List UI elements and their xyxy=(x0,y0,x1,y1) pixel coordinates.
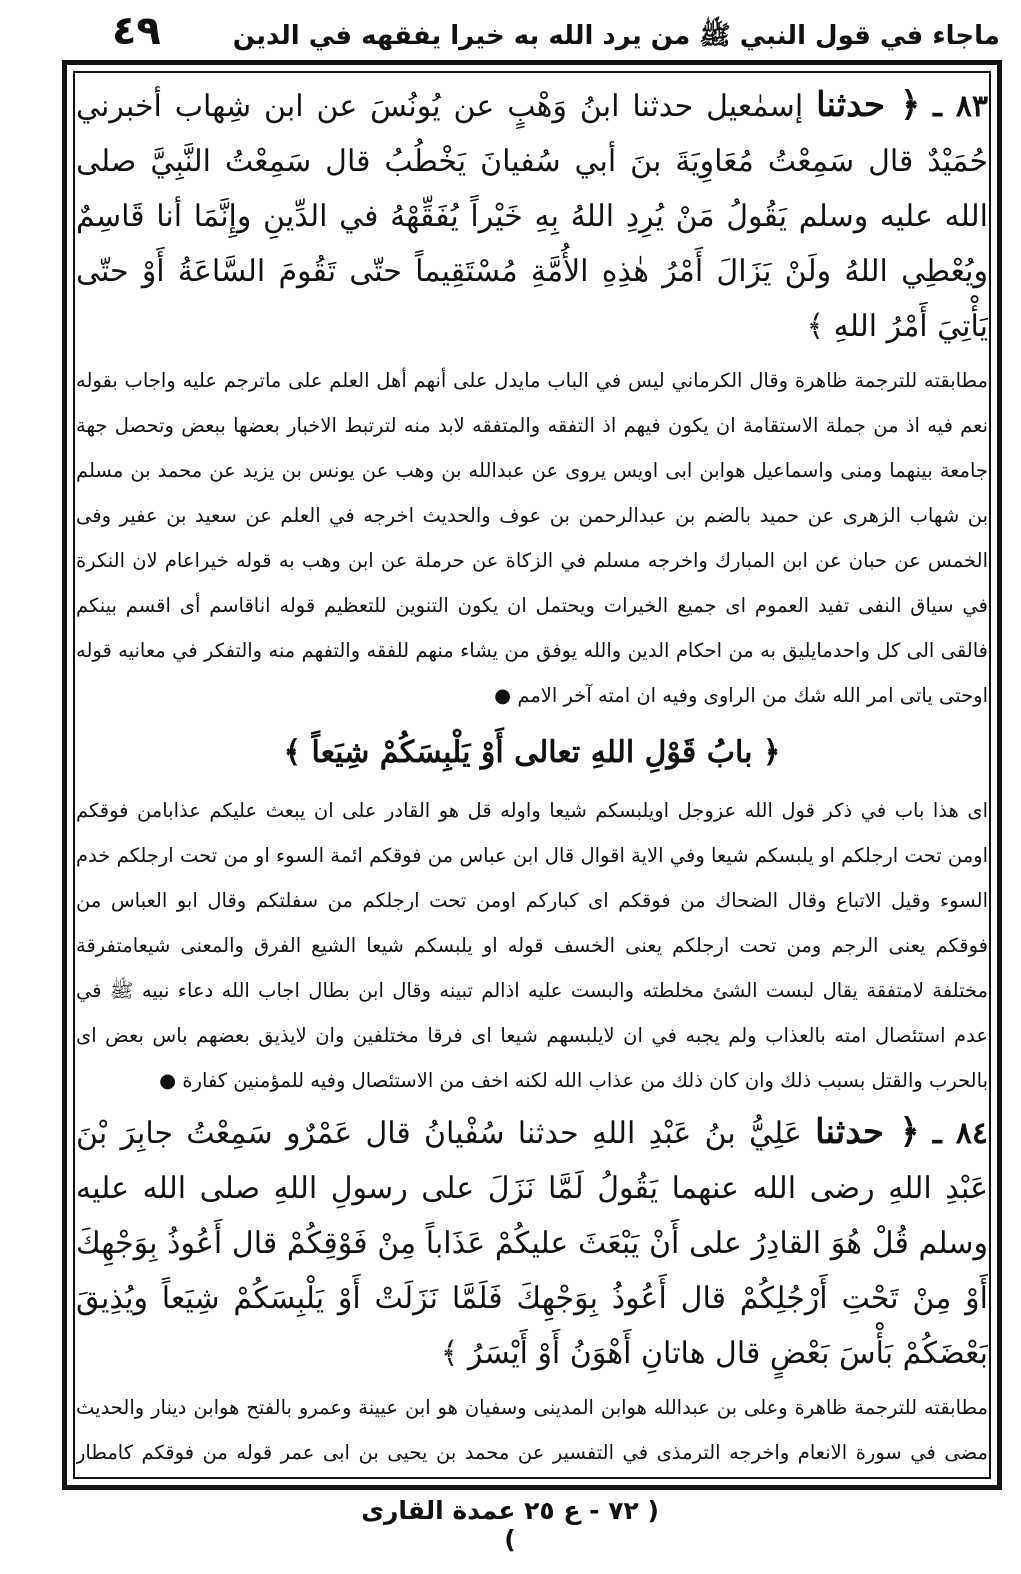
hadith-84 xyxy=(76,1105,988,1381)
hadith-number: ٨٣ ـ xyxy=(933,89,988,124)
hadith-lead: ﴿ حدثنا xyxy=(815,1112,920,1152)
hadith-83 xyxy=(76,78,988,354)
footer-signature: ( ٧٢ - ع ٢٥ عمدة القارى ) xyxy=(361,1496,659,1554)
hadith-number: ٨٤ ـ xyxy=(932,1116,988,1151)
commentary-83: مطابقته للترجمة ظاهرة وقال الكرماني ليس في الباب مايدل على أنهم أهل العلم على ماترجم عليه واجاب بقوله نعم فيه اذ من جملة الاستقامة ان يكون فيهم اذ التفقه والمتفقه لابد منه لترتبط الاخبار بعضها ببعض وتحصل جهة جامعة بينهما ومنى واسماعيل هوابن ابى اويس يروى عن عبدالله بن وهب عن يونس بن يزيد عن محمد بن مسلم بن شهاب الزهرى عن حميد بالضم بن عبدالرحمن بن عوف والحديث اخرجه في العلم عن سعيد بن عفير وفى الخمس عن حبان عن ابن المبارك واخرجه مسلم في الزكاة عن حرملة عن ابن وهب به قوله خيراعام لان النكرة في سياق النفى تفيد العموم اى جميع الخيرات ويحتمل ان يكون التنوين للتعظيم قوله اناقاسم أى اقسم بينكم فالقى الى كل واحدمايليق به من احكام الدين والله يوفق من يشاء منهم للفقه والتفهم منه والتفكر في معانيه قوله اوحتى ياتى امر الله شك من الراوى وفيه ان امته آخر الامم ● xyxy=(76,369,988,707)
page-content xyxy=(76,78,988,1478)
running-title: ماجاء في قول النبي ﷺ من يرد الله به خيرا يفقهه في الدين xyxy=(232,21,1000,51)
hadith-lead: ﴿ حدثنا xyxy=(816,85,921,125)
hadith-text: عَلِيُّ بنُ عَبْدِ اللهِ حدثنا سُفْيانُ قال عَمْرٌو سَمِعْتُ جابِرَ بْنَ عَبْدِ اللهِ رضى الله عنهما يَقُولُ لَمَّا نَزَلَ على رسولِ اللهِ صلى الله عليه وسلم قُلْ هُوَ القادِرُ على أَنْ يَبْعَثَ عليكُمْ عَذَاباً مِنْ فَوْقِكُمْ قال أَعُوذُ بِوَجْهِكَ أَوْ مِنْ تَحْتِ أَرْجُلِكُمْ قال أَعُوذُ بِوَجْهِكَ فَلَمَّا نَزَلَتْ أَوْ يَلْبِسَكُمْ شِيَعاً ويُذِيقَ بَعْضَكُمْ بَأْسَ بَعْضٍ قال هاتانِ أَهْوَنُ أَوْ أَيْسَرُ ﴾ xyxy=(76,1116,988,1371)
page-header xyxy=(70,14,1000,62)
commentary-84: مطابقته للترجمة ظاهرة وعلى بن عبدالله هوابن المدينى وسفيان هو ابن عيينة وعمرو بالفتح هوابن دينار والحديث مضى في سورة الانعام واخرجه الترمذى في التفسير عن محمد بن يحيى بن ابى عمر قوله من فوقكم كامطار xyxy=(76,1396,988,1464)
chapter-commentary: اى هذا باب في ذكر قول الله عزوجل اويلبسكم شيعا واوله قل هو القادر على ان يبعث عليكم عذابامن فوقكم اومن تحت ارجلكم او يلبسكم شيعا وفي الاية اقوال قال ابن عباس من فوقكم ائمة السوء او من تحت ارجلكم خدم السوء وقيل الاتباع وقال الضحاك من فوقكم اى كباركم اومن تحت ارجلكم من سفلتكم وقال ابو العباس من فوقكم يعنى الرجم ومن تحت ارجلكم يعنى الخسف قوله او يلبسكم شيعا الشيع الفرق والمعنى شيعامتفرقة مختلفة لامتفقة يقال لبست الشئ مخلطته والبست عليه اذالم تبينه وقال ابن بطال اجاب الله دعاء نبيه ﷺ في عدم استئصال امته بالعذاب ولم يجبه في ان لايلبسهم شيعا اى فرقا مختلفين وان لايذيق بعضهم باس بعض اى بالحرب والقتل بسبب ذلك وان كان ذلك من عذاب الله لكنه اخف من الاستئصال وفيه للمؤمنين كفارة ● xyxy=(76,799,988,1092)
chapter-heading: ﴿ بابُ قَوْلِ اللهِ تعالى أَوْ يَلْبِسَكُمْ شِيَعاً ﴾ xyxy=(283,735,781,770)
page-number: ٤٩ xyxy=(112,8,161,54)
hadith-text: إسمٰعيل حدثنا ابنُ وَهْبٍ عن يُونُسَ عن ابن شِهاب أخبرني حُمَيْدٌ قال سَمِعْتُ مُعَاوِيَةَ بنَ أبي سُفيانَ يَخْطُبُ قال سَمِعْتُ النَّبِيَّ صلى الله عليه وسلم يَقُولُ مَنْ يُرِدِ اللهُ بِهِ خَيْراً يُفَقِّهْهُ في الدِّينِ وإِنَّمَا أنا قَاسِمٌ ويُعْطِي اللهُ ولَنْ يَزَالَ أَمْرُ هٰذِهِ الأُمَّةِ مُسْتَقِيماً حتّى تَقُومَ السَّاعَةُ أَوْ حتّى يَأْتِيَ أَمْرُ اللهِ ﴾ xyxy=(76,89,988,344)
